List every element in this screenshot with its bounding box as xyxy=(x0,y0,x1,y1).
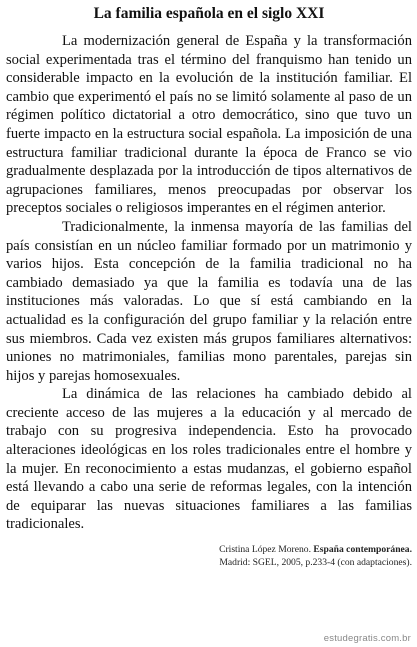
citation-author: Cristina López Moreno. xyxy=(219,544,311,556)
document-page xyxy=(6,0,412,569)
source-citation xyxy=(6,543,412,569)
citation-publisher: Madrid: SGEL, 2005, p.233-4 (con adaptaciones). xyxy=(219,557,412,569)
paragraph-2: Tradicionalmente, la inmensa mayoría de las familias del país consistían en un núcleo familiar formado por un matrimonio y varios hijos. Esta concepción de la familia tradicional no ha cambiado demasiado ya que la familia es todavía una de las instituciones más valoradas. Lo que sí está cambiando en la actualidad es la configuración del grupo familiar y la relación entre sus miembros. Cada vez existen más grupos familiares alternativos: uniones no matrimoniales, familias mono parentales, parejas sin hijos y parejas homosexuales. xyxy=(6,218,412,384)
paragraph-3: La dinámica de las relaciones ha cambiado debido al creciente acceso de las mujeres a la educación y al mercado de trabajo con su progresiva independencia. Esto ha provocado alteraciones ideológicas en los roles tradicionales entre el hombre y la mujer. En reconocimiento a estas mudanzas, el gobierno español está llevando a cabo una serie de reformas legales, con la intención de equiparar las nuevas situaciones familiares a las familias tradicionales. xyxy=(6,386,412,533)
site-watermark: estudegratis.com.br xyxy=(323,633,411,644)
document-title: La familia española en el siglo XXI xyxy=(93,5,325,22)
paragraph-1: La modernización general de España y la transformación social experimentada tras el término del franquismo han tenido un considerable impacto en la evolución de la institución familiar. El cambio que experimentó el país no se limitó solamente al paso de un régimen político dictatorial a otro democrático, sino que tuvo un fuerte impacto en la estructura social española. La imposición de una estructura familiar tradicional durante la época de Franco se vio gradualmente desplazada por la introducción de tipos alternativos de agrupaciones familiares, menos preocupadas por observar los preceptos sociales o religiosos imperantes en el régimen anterior. xyxy=(6,33,412,217)
citation-book: España contemporánea. xyxy=(313,544,412,556)
